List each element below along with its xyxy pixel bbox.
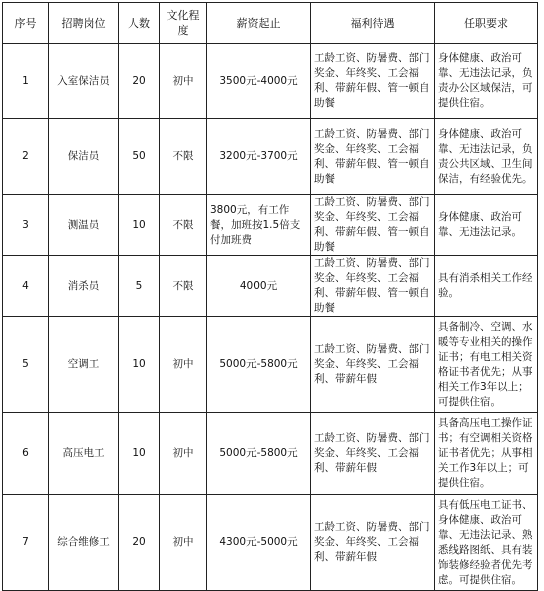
row-position: 综合维修工 (49, 495, 119, 591)
row-education: 不限 (160, 256, 207, 317)
row-position: 高压电工 (49, 413, 119, 495)
row-count: 10 (119, 195, 160, 256)
row-salary: 4300元-5000元 (207, 495, 311, 591)
row-benefits: 工龄工资、防暑费、部门奖金、年终奖、工会福利、带薪年假、管一顿自助餐 (311, 256, 435, 317)
row-salary: 3200元-3700元 (207, 119, 311, 195)
row-no: 7 (3, 495, 49, 591)
row-position: 保洁员 (49, 119, 119, 195)
row-no: 6 (3, 413, 49, 495)
header-salary: 薪资起止 (207, 3, 311, 44)
header-no: 序号 (3, 3, 49, 44)
row-requirements: 身体健康、政治可靠、无违法记录。 (435, 195, 538, 256)
row-no: 2 (3, 119, 49, 195)
row-count: 10 (119, 317, 160, 413)
row-count: 20 (119, 495, 160, 591)
recruitment-table (2, 2, 538, 591)
row-benefits: 工龄工资、防暑费、部门奖金、年终奖、工会福利、带薪年假、管一顿自助餐 (311, 195, 435, 256)
table-row (3, 413, 538, 495)
table-row (3, 195, 538, 256)
row-salary: 5000元-5800元 (207, 317, 311, 413)
table-header (3, 3, 538, 44)
row-education: 初中 (160, 413, 207, 495)
header-position: 招聘岗位 (49, 3, 119, 44)
row-requirements: 具备高压电工操作证书；有空调相关资格证书者优先；从事相关工作3年以上；可提供住宿。 (435, 413, 538, 495)
row-benefits: 工龄工资、防暑费、部门奖金、年终奖、工会福利、带薪年假 (311, 495, 435, 591)
row-education: 初中 (160, 44, 207, 119)
header-requirements: 任职要求 (435, 3, 538, 44)
row-salary: 5000元-5800元 (207, 413, 311, 495)
table-row (3, 317, 538, 413)
row-requirements: 身体健康、政治可靠、无违法记录，负责公共区域、卫生间保洁，有经验优先。 (435, 119, 538, 195)
header-education: 文化程度 (160, 3, 207, 44)
row-no: 3 (3, 195, 49, 256)
row-count: 10 (119, 413, 160, 495)
row-count: 50 (119, 119, 160, 195)
row-count: 5 (119, 256, 160, 317)
row-requirements: 具有消杀相关工作经验。 (435, 256, 538, 317)
row-no: 4 (3, 256, 49, 317)
row-position: 测温员 (49, 195, 119, 256)
table-row (3, 256, 538, 317)
row-requirements: 具备制冷、空调、水暖等专业相关的操作证书；有电工相关资格证书者优先；从事相关工作3年以上；可提供住宿。 (435, 317, 538, 413)
row-requirements: 具有低压电工证书、身体健康、政治可靠、无违法记录、熟悉线路图纸、具有装饰装修经验者优先考虑。可提供住宿。 (435, 495, 538, 591)
row-salary: 4000元 (207, 256, 311, 317)
row-education: 不限 (160, 195, 207, 256)
header-count: 人数 (119, 3, 160, 44)
row-salary: 3500元-4000元 (207, 44, 311, 119)
header-benefits: 福利待遇 (311, 3, 435, 44)
row-position: 空调工 (49, 317, 119, 413)
row-benefits: 工龄工资、防暑费、部门奖金、年终奖、工会福利、带薪年假 (311, 317, 435, 413)
row-education: 初中 (160, 495, 207, 591)
row-benefits: 工龄工资、防暑费、部门奖金、年终奖、工会福利、带薪年假、管一顿自助餐 (311, 119, 435, 195)
row-position: 消杀员 (49, 256, 119, 317)
row-count: 20 (119, 44, 160, 119)
row-education: 不限 (160, 119, 207, 195)
row-education: 初中 (160, 317, 207, 413)
row-benefits: 工龄工资、防暑费、部门奖金、年终奖、工会福利、带薪年假 (311, 413, 435, 495)
row-no: 1 (3, 44, 49, 119)
table-row (3, 495, 538, 591)
row-position: 入室保洁员 (49, 44, 119, 119)
row-benefits: 工龄工资、防暑费、部门奖金、年终奖、工会福利、带薪年假、管一顿自助餐 (311, 44, 435, 119)
table-row (3, 44, 538, 119)
row-no: 5 (3, 317, 49, 413)
row-salary: 3800元，有工作餐，加班按1.5倍支付加班费 (207, 195, 311, 256)
row-requirements: 身体健康、政治可靠、无违法记录，负责办公区域保洁，可提供住宿。 (435, 44, 538, 119)
table-row (3, 119, 538, 195)
